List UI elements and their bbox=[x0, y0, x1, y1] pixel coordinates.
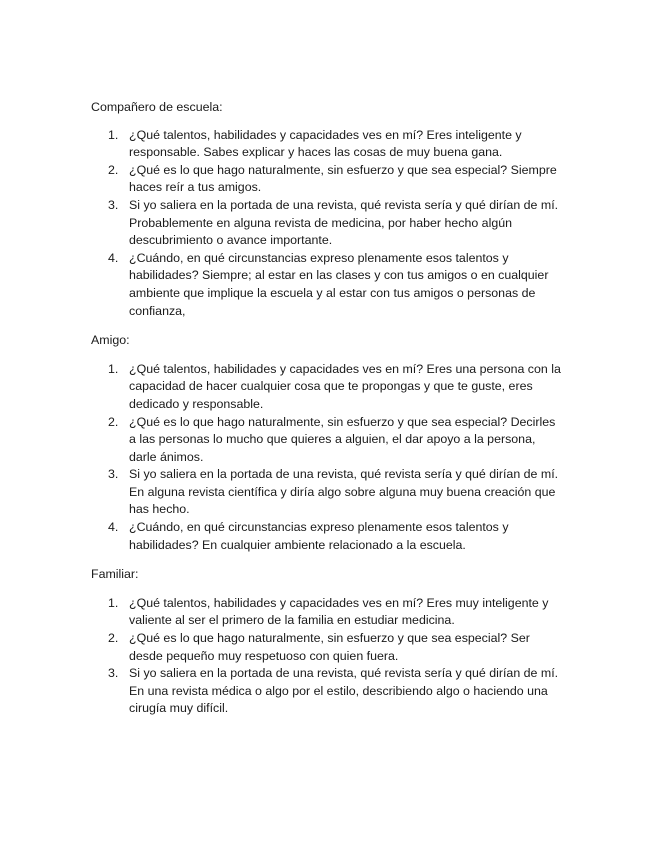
item-text: ¿Qué es lo que hago naturalmente, sin esfuerzo y que sea especial? Ser desde pequeño muy respetuoso con quien fuera. bbox=[129, 631, 530, 663]
section-amigo bbox=[91, 332, 561, 554]
item-text: Si yo saliera en la portada de una revista, qué revista sería y qué dirían de mí. Probablemente en alguna revista de medicina, por haber hecho algún descubrimiento o avance importante. bbox=[129, 197, 559, 248]
section-familiar bbox=[91, 566, 561, 718]
item-number: 4. bbox=[108, 520, 119, 535]
list-item bbox=[91, 665, 561, 718]
item-text: ¿Qué es lo que hago naturalmente, sin esfuerzo y que sea especial? Siempre haces reír a tus amigos. bbox=[129, 162, 557, 195]
item-number: 1. bbox=[108, 127, 119, 142]
item-text: ¿Qué es lo que hago naturalmente, sin esfuerzo y que sea especial? Decirles a las personas lo mucho que quieres a alguien, el dar apoyo a la persona, darle ánimos. bbox=[129, 414, 556, 464]
item-number: 1. bbox=[108, 595, 119, 610]
item-number: 2. bbox=[108, 162, 119, 177]
item-number: 4. bbox=[108, 250, 119, 265]
item-text: ¿Qué talentos, habilidades y capacidades ves en mí? Eres inteligente y responsable. Sabes explicar y haces las cosas de muy buena gana. bbox=[129, 127, 522, 160]
item-text: ¿Cuándo, en qué circunstancias expreso plenamente esos talentos y habilidades? En cualquier ambiente relacionado a la escuela. bbox=[129, 520, 509, 552]
section-heading: Amigo: bbox=[91, 333, 130, 348]
item-number: 3. bbox=[108, 666, 119, 681]
item-number: 2. bbox=[108, 631, 119, 646]
list-item bbox=[91, 250, 561, 320]
section-companero-de-escuela bbox=[91, 99, 561, 320]
item-number: 1. bbox=[108, 361, 119, 376]
answer-list bbox=[91, 361, 561, 555]
list-item bbox=[91, 466, 561, 519]
item-text: Si yo saliera en la portada de una revista, qué revista sería y qué dirían de mí. En una revista médica o algo por el estilo, describiendo algo o haciendo una cirugía muy difícil. bbox=[129, 666, 559, 716]
item-text: ¿Qué talentos, habilidades y capacidades ves en mí? Eres muy inteligente y valiente al ser el primero de la familia en estudiar medicina. bbox=[129, 595, 549, 628]
list-item bbox=[91, 162, 561, 197]
answer-list bbox=[91, 127, 561, 321]
list-item bbox=[91, 127, 561, 162]
answer-list bbox=[91, 595, 561, 718]
document-page bbox=[91, 99, 561, 718]
item-number: 3. bbox=[108, 197, 119, 212]
section-heading: Familiar: bbox=[91, 567, 139, 582]
item-number: 3. bbox=[108, 467, 119, 482]
item-text: ¿Cuándo, en qué circunstancias expreso plenamente esos talentos y habilidades? Siempre; al estar en las clases y con tus amigos o en cualquier ambiente que implique la escuela y al estar con tus amigos o personas de confianza, bbox=[129, 250, 549, 318]
item-number: 2. bbox=[108, 414, 119, 429]
item-text: ¿Qué talentos, habilidades y capacidades ves en mí? Eres una persona con la capacidad de hacer cualquier cosa que te propongas y que te guste, eres dedicado y responsable. bbox=[129, 361, 561, 411]
list-item bbox=[91, 197, 561, 250]
item-text: Si yo saliera en la portada de una revista, qué revista sería y qué dirían de mí. En alguna revista científica y diría algo sobre alguna muy buena creación que has hecho. bbox=[129, 467, 559, 517]
list-item bbox=[91, 630, 561, 665]
list-item bbox=[91, 519, 561, 554]
list-item bbox=[91, 361, 561, 414]
section-heading: Compañero de escuela: bbox=[91, 100, 223, 114]
list-item bbox=[91, 414, 561, 467]
list-item bbox=[91, 595, 561, 630]
